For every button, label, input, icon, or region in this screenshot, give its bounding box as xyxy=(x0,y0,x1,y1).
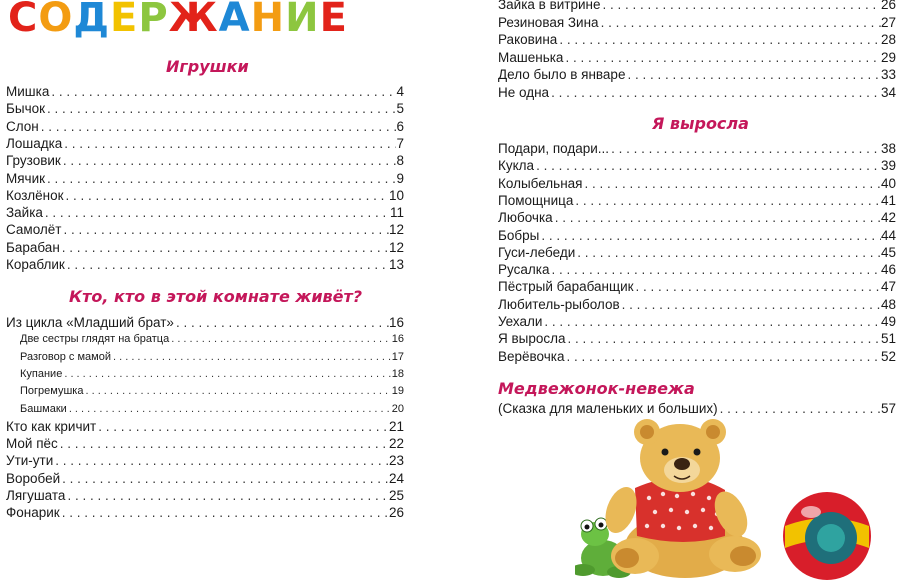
dot-leader xyxy=(563,49,881,66)
toc-entry-page: 17 xyxy=(391,350,404,363)
toc-entry-page: 25 xyxy=(388,488,404,503)
toc-entry-title: Резиновая Зина xyxy=(498,14,599,30)
toc-entry-title: Козлёнок xyxy=(6,187,64,203)
dot-leader xyxy=(599,14,881,31)
toc-entry[interactable] xyxy=(6,470,404,487)
toc-entry-title: Подари, подари... xyxy=(498,141,610,156)
toc-entry[interactable] xyxy=(6,504,404,521)
toc-entry-title: Колыбельная xyxy=(498,175,583,191)
toc-entry-title: Мячик xyxy=(6,170,46,186)
toc-entry-title: Раковина xyxy=(498,32,558,47)
dot-leader xyxy=(58,435,389,452)
toc-entry[interactable] xyxy=(498,0,896,13)
toc-entry-page: 22 xyxy=(388,436,404,452)
toc-entry-page: 41 xyxy=(880,192,896,208)
teddy-bear-illustration xyxy=(575,418,875,584)
toc-entry[interactable] xyxy=(6,487,404,504)
toc-entry-title: Бычок xyxy=(6,101,46,117)
dot-leader xyxy=(625,66,881,83)
toc-entry-page: 52 xyxy=(880,348,896,364)
toc-entry[interactable] xyxy=(498,278,896,295)
toc-entry-title: Две сестры глядят на братца xyxy=(20,333,170,346)
dot-leader xyxy=(61,221,388,238)
dot-leader xyxy=(96,418,389,435)
toc-entry-title: Я выросла xyxy=(498,331,566,347)
toc-entry-page: 42 xyxy=(880,210,896,226)
toc-entry-page: 20 xyxy=(391,402,404,415)
toc-entry-page: 9 xyxy=(396,170,404,186)
toc-entry-page: 12 xyxy=(388,239,404,255)
toc-entry-page: 16 xyxy=(388,315,404,330)
dot-leader xyxy=(83,383,391,400)
toc-entry-title: Не одна xyxy=(498,84,550,100)
dot-leader xyxy=(60,504,389,521)
toc-entry[interactable] xyxy=(20,349,404,366)
toc-entry[interactable] xyxy=(498,209,896,226)
toc-entry[interactable] xyxy=(498,31,896,48)
dot-leader xyxy=(609,140,881,157)
toc-entry-page: 4 xyxy=(396,84,404,99)
page-title xyxy=(8,0,348,40)
toc-entry[interactable] xyxy=(6,435,404,452)
section-heading-toys: Игрушки xyxy=(166,57,249,76)
dot-leader xyxy=(45,170,396,187)
toc-entry-page: 11 xyxy=(389,205,404,221)
title-letter: Д xyxy=(73,0,110,41)
toc-entry-title: Башмаки xyxy=(20,402,67,415)
toc-entry-title: Русалка xyxy=(498,262,550,278)
toc-entry-title: Лягушата xyxy=(6,488,66,503)
toc-entry[interactable] xyxy=(498,400,896,417)
toc-entry-page: 38 xyxy=(880,141,896,156)
toc-entry-page: 7 xyxy=(396,135,404,151)
title-letter: О xyxy=(38,0,74,41)
toc-entry[interactable] xyxy=(6,221,404,238)
dot-leader xyxy=(49,83,396,100)
dot-leader xyxy=(169,331,392,348)
dot-leader xyxy=(61,152,397,169)
toc-entry-page: 46 xyxy=(880,262,896,278)
toc-entry-title: Зайка xyxy=(6,205,43,221)
toc-entry-page: 26 xyxy=(388,505,404,521)
toc-entry-title: Мишка xyxy=(6,84,50,99)
dot-leader xyxy=(565,348,881,365)
dot-leader xyxy=(549,261,881,278)
toc-entry-page: 28 xyxy=(880,32,896,47)
toc-entry[interactable] xyxy=(6,152,404,169)
toc-entry-page: 16 xyxy=(391,333,404,346)
toc-entry[interactable] xyxy=(498,296,896,313)
toc-entry-title: Уехали xyxy=(498,314,543,329)
dot-leader xyxy=(601,0,881,13)
teddy-bear-icon xyxy=(600,419,761,578)
title-letter: И xyxy=(285,0,320,41)
dot-leader xyxy=(67,401,392,418)
toc-entry-title: Верёвочка xyxy=(498,348,565,364)
toc-entry-title: Ути-ути xyxy=(6,453,54,469)
toc-entry[interactable] xyxy=(498,84,896,101)
toc-entry[interactable] xyxy=(498,14,896,31)
dot-leader xyxy=(582,175,880,192)
title-letter: Ж xyxy=(168,0,219,41)
dot-leader xyxy=(549,84,881,101)
toc-entry[interactable] xyxy=(6,187,404,204)
toc-entry[interactable] xyxy=(20,383,404,400)
dot-leader xyxy=(620,296,881,313)
toc-entry-title: Кораблик xyxy=(6,257,65,272)
title-letter: Р xyxy=(138,0,169,41)
toc-entry-title: Погремушка xyxy=(20,385,84,398)
title-letter: Е xyxy=(319,0,348,41)
toc-entry-title: Гуси-лебеди xyxy=(498,244,576,260)
toc-entry-title: Пёстрый барабанщик xyxy=(498,279,634,295)
toc-entry[interactable] xyxy=(20,366,404,383)
toc-entry-title: (Сказка для маленьких и больших) xyxy=(498,401,718,416)
dot-leader xyxy=(573,192,881,209)
toc-entry-page: 12 xyxy=(388,222,404,238)
toc-entry[interactable] xyxy=(6,314,404,331)
toc-entry[interactable] xyxy=(6,418,404,435)
toc-entry[interactable] xyxy=(498,192,896,209)
dot-leader xyxy=(539,227,881,244)
toc-entry[interactable] xyxy=(498,175,896,192)
toc-entry-title: Грузовик xyxy=(6,153,61,169)
toc-entry-title: Машенька xyxy=(498,49,564,65)
toc-entry-title: Фонарик xyxy=(6,505,60,521)
title-letter: С xyxy=(8,0,39,41)
dot-leader xyxy=(62,366,391,383)
dot-leader xyxy=(53,452,389,469)
toc-entry-page: 39 xyxy=(880,158,896,174)
toc-entry[interactable] xyxy=(6,170,404,187)
dot-leader xyxy=(60,239,389,256)
toc-entry-title: Воробей xyxy=(6,470,61,486)
toc-entry[interactable] xyxy=(498,157,896,174)
toc-entry[interactable] xyxy=(498,313,896,330)
toc-entry[interactable] xyxy=(6,83,404,100)
toc-entry-page: 8 xyxy=(396,153,404,169)
toc-entry-page: 23 xyxy=(388,453,404,469)
toc-entry-title: Любочка xyxy=(498,210,553,226)
toy-ball-icon xyxy=(783,492,871,580)
toc-entry-title: Бобры xyxy=(498,227,540,243)
toc-entry[interactable] xyxy=(498,261,896,278)
dot-leader xyxy=(111,349,392,366)
dot-leader xyxy=(557,31,881,48)
title-letter: Н xyxy=(250,0,286,41)
toc-entry-page: 10 xyxy=(388,187,404,203)
toc-entry-page: 27 xyxy=(880,14,896,30)
toc-entry-title: Купание xyxy=(20,367,63,380)
toc-entry-title: Любитель-рыболов xyxy=(498,296,620,312)
title-letter: А xyxy=(218,0,251,41)
toc-entry-page: 18 xyxy=(391,367,404,380)
title-letter: Е xyxy=(110,0,139,41)
dot-leader xyxy=(566,330,881,347)
toc-entry-page: 33 xyxy=(880,67,896,82)
toc-entry[interactable] xyxy=(6,204,404,221)
toc-entry[interactable] xyxy=(20,331,404,348)
toc-entry[interactable] xyxy=(6,135,404,152)
toc-entry[interactable] xyxy=(6,256,404,273)
toc-entry[interactable] xyxy=(498,66,896,83)
section-heading-bear: Медвежонок-невежа xyxy=(498,379,695,398)
toc-entry-title: Помощница xyxy=(498,192,574,208)
dot-leader xyxy=(553,209,881,226)
toc-entry-page: 26 xyxy=(880,0,896,12)
dot-leader xyxy=(43,204,390,221)
toc-entry-title: Самолёт xyxy=(6,222,62,238)
toc-entry[interactable] xyxy=(498,227,896,244)
toc-entry-page: 24 xyxy=(388,470,404,486)
toc-entry-page: 49 xyxy=(880,314,896,329)
toc-entry[interactable] xyxy=(20,401,404,418)
toc-entry-page: 34 xyxy=(880,84,896,100)
toc-entry[interactable] xyxy=(498,330,896,347)
dot-leader xyxy=(575,244,881,261)
toc-entry-page: 44 xyxy=(880,227,896,243)
toc-entry[interactable] xyxy=(498,140,896,157)
toc-entry[interactable] xyxy=(6,118,404,135)
dot-leader xyxy=(64,187,389,204)
dot-leader xyxy=(65,256,389,273)
toc-entry[interactable] xyxy=(498,348,896,365)
toc-entry-page: 6 xyxy=(396,118,404,134)
toc-entry-page: 51 xyxy=(880,331,896,347)
toc-entry-page: 5 xyxy=(396,101,404,117)
toc-entry-title: Из цикла «Младший брат» xyxy=(6,315,174,330)
toc-entry-title: Зайка в витрине xyxy=(498,0,601,12)
toc-entry[interactable] xyxy=(6,100,404,117)
dot-leader xyxy=(718,400,881,417)
dot-leader xyxy=(534,157,881,174)
dot-leader xyxy=(65,487,389,504)
toc-entry-title: Мой пёс xyxy=(6,436,58,452)
toc-entry-title: Барабан xyxy=(6,239,60,255)
toc-entry-title: Разговор с мамой xyxy=(20,350,111,363)
dot-leader xyxy=(634,278,881,295)
toc-entry-title: Дело было в январе xyxy=(498,67,626,82)
dot-leader xyxy=(45,100,396,117)
dot-leader xyxy=(62,135,396,152)
toc-entry[interactable] xyxy=(498,244,896,261)
toc-entry-page: 19 xyxy=(391,385,404,398)
toc-entry-page: 21 xyxy=(388,418,404,434)
dot-leader xyxy=(39,118,397,135)
toc-entry[interactable] xyxy=(6,239,404,256)
toc-entry-page: 13 xyxy=(388,257,404,272)
dot-leader xyxy=(174,314,389,331)
dot-leader xyxy=(60,470,389,487)
toc-entry-title: Лошадка xyxy=(6,135,63,151)
toc-entry-page: 48 xyxy=(880,296,896,312)
toc-entry-title: Кто как кричит xyxy=(6,418,97,434)
toc-entry[interactable] xyxy=(6,452,404,469)
toc-entry-title: Кукла xyxy=(498,158,535,174)
toc-entry-page: 40 xyxy=(880,175,896,191)
toc-entry-page: 45 xyxy=(880,244,896,260)
section-heading-room: Кто, кто в этой комнате живёт? xyxy=(69,287,363,306)
toc-entry-page: 29 xyxy=(880,49,896,65)
toc-entry[interactable] xyxy=(498,49,896,66)
section-heading-grown: Я выросла xyxy=(652,114,749,133)
dot-leader xyxy=(542,313,881,330)
toc-entry-page: 57 xyxy=(880,401,896,416)
toc-entry-title: Слон xyxy=(6,118,39,134)
toc-entry-page: 47 xyxy=(880,279,896,295)
